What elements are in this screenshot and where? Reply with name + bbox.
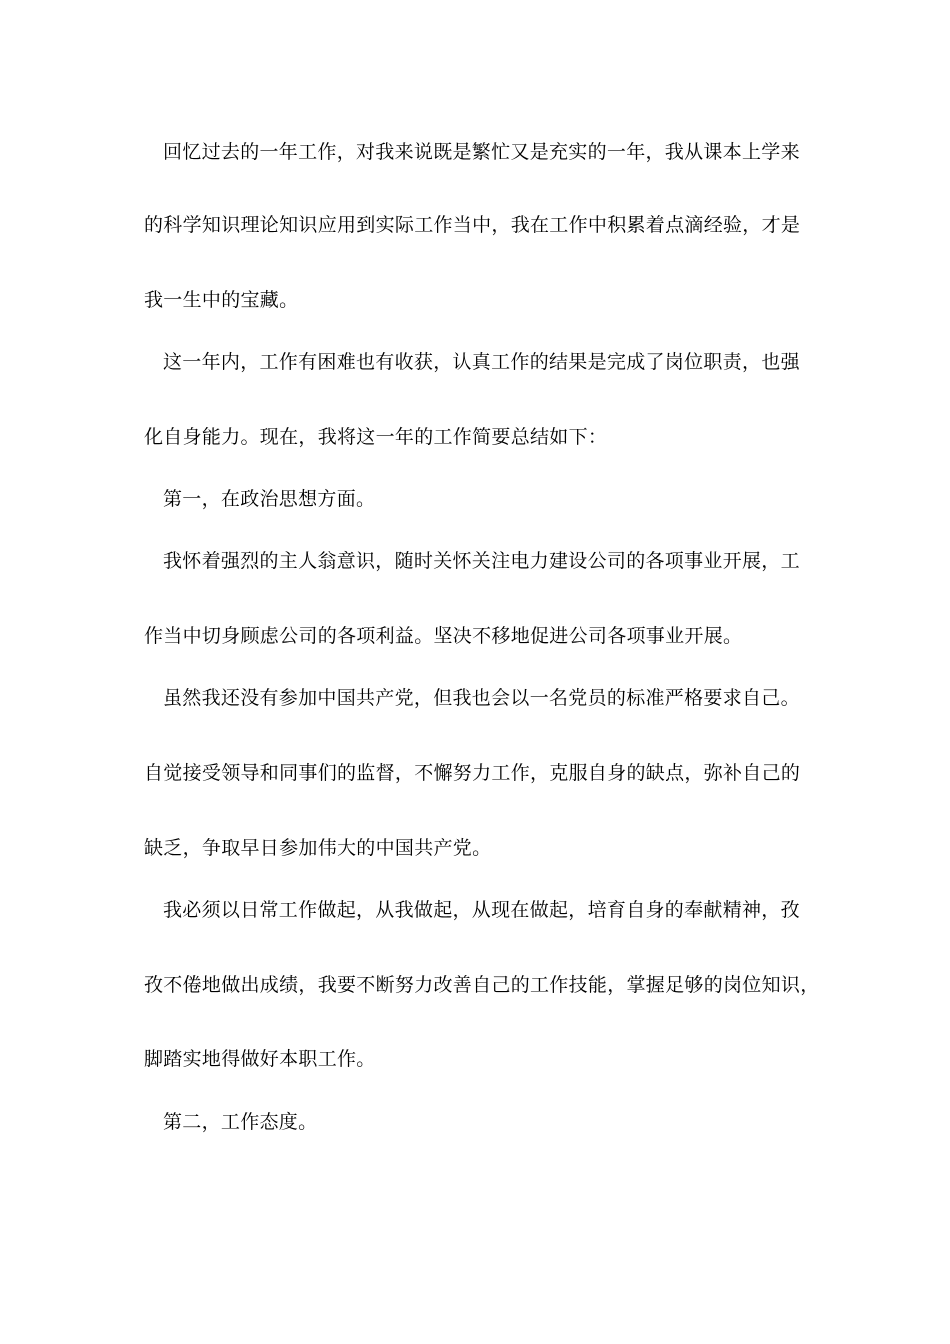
paragraph-3-line-2: 作当中切身顾虑公司的各项利益。坚决不移地促进公司各项事业开展。 <box>144 625 743 647</box>
paragraph-4-line-2: 自觉接受领导和同事们的监督，不懈努力工作，克服自身的缺点，弥补自己的 <box>144 762 801 784</box>
paragraph-5-line-1: 我必须以日常工作做起，从我做起，从现在做起，培育自身的奉献精神，孜 <box>163 899 800 921</box>
paragraph-5-line-3: 脚踏实地得做好本职工作。 <box>144 1048 376 1070</box>
paragraph-2-line-1: 这一年内，工作有困难也有收获，认真工作的结果是完成了岗位职责，也强 <box>163 351 800 373</box>
section-heading-1: 第一，在政治思想方面。 <box>163 488 376 510</box>
paragraph-1-line-3: 我一生中的宝藏。 <box>144 289 299 311</box>
paragraph-1-line-2: 的科学知识理论知识应用到实际工作当中，我在工作中积累着点滴经验，才是 <box>144 214 801 236</box>
paragraph-4-line-1: 虽然我还没有参加中国共产党，但我也会以一名党员的标准严格要求自己。 <box>163 687 800 709</box>
paragraph-5-line-2: 孜不倦地做出成绩，我要不断努力改善自己的工作技能，掌握足够的岗位知识， <box>144 974 820 996</box>
paragraph-1-line-1: 回忆过去的一年工作，对我来说既是繁忙又是充实的一年，我从课本上学来 <box>163 141 800 163</box>
paragraph-4-line-3: 缺乏，争取早日参加伟大的中国共产党。 <box>144 837 492 859</box>
section-heading-2: 第二，工作态度。 <box>163 1111 318 1133</box>
paragraph-3-line-1: 我怀着强烈的主人翁意识，随时关怀关注电力建设公司的各项事业开展，工 <box>163 550 800 572</box>
paragraph-2-line-2: 化自身能力。现在，我将这一年的工作简要总结如下： <box>144 426 608 448</box>
